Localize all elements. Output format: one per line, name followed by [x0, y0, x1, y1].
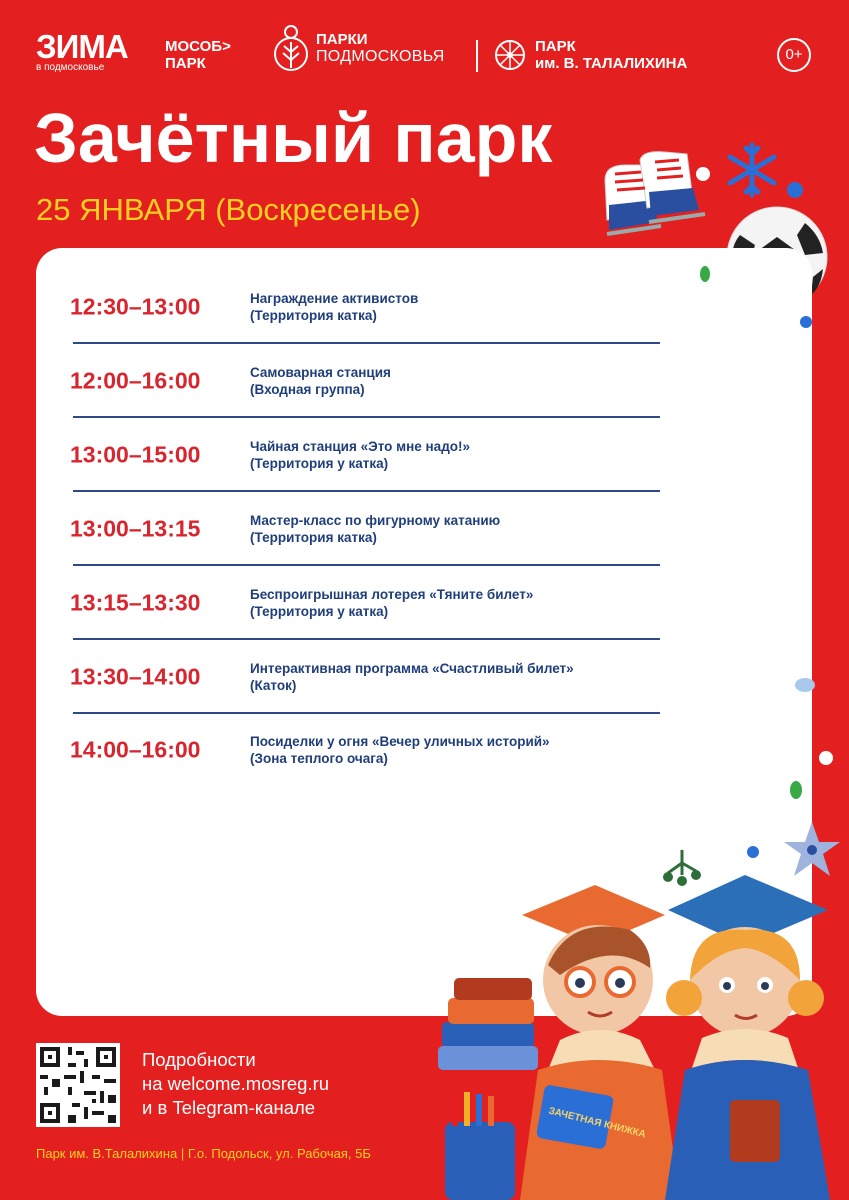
schedule-row: [70, 640, 660, 714]
mosobpark-logo-line2: ПАРК: [165, 55, 206, 72]
talal-logo-line1: ПАРК: [535, 38, 576, 55]
schedule-place: (Каток): [250, 678, 297, 693]
info-line-3: и в Telegram-канале: [142, 1097, 316, 1118]
schedule-event: Самоварная станция: [250, 365, 391, 380]
ferris-wheel-icon: [493, 38, 527, 72]
schedule-place: (Территория катка): [250, 308, 377, 323]
schedule-row: [70, 270, 660, 344]
schedule-time: 14:00–16:00: [70, 736, 201, 763]
schedule-place: (Входная группа): [250, 382, 365, 397]
zima-logo-subtitle: в подмосковье: [36, 62, 105, 73]
event-date: 25 ЯНВАРЯ (Воскресенье): [36, 192, 421, 227]
schedule-row: [70, 492, 660, 566]
parki-logo-line1: ПАРКИ: [316, 30, 368, 48]
talalikhin-park-logo: [493, 38, 687, 72]
mosobpark-logo-line1: МОСОБ>: [165, 38, 231, 55]
info-line-1: Подробности: [142, 1049, 256, 1070]
schedule-time: 12:00–16:00: [70, 367, 201, 394]
schedule-description: [250, 364, 391, 398]
schedule-event: Мастер-класс по фигурному катанию: [250, 513, 501, 528]
schedule-place: (Территория катка): [250, 530, 377, 545]
logo-divider: [476, 40, 478, 72]
schedule-row: [70, 713, 660, 787]
info-line-2[interactable]: на welcome.mosreg.ru: [142, 1073, 330, 1094]
qr-code-icon: [36, 1043, 120, 1127]
info-text: [142, 1048, 329, 1120]
parki-podmoskovya-logo: [272, 22, 445, 74]
schedule-place: (Территория у катка): [250, 456, 389, 471]
schedule-event: Чайная станция «Это мне надо!»: [250, 439, 471, 454]
schedule-description: [250, 438, 470, 472]
page-title: Зачётный парк: [34, 99, 553, 177]
schedule-row: [70, 418, 660, 492]
schedule-description: [250, 660, 574, 694]
schedule-time: 13:15–13:30: [70, 589, 201, 616]
schedule-place: (Зона теплого очага): [250, 751, 388, 766]
schedule-description: [250, 586, 533, 620]
schedule-event: Беспроигрышная лотерея «Тяните билет»: [250, 587, 534, 602]
schedule-description: [250, 290, 418, 324]
schedule-place: (Территория у катка): [250, 604, 389, 619]
schedule-description: [250, 512, 500, 546]
schedule-row: [70, 344, 660, 418]
schedule-event: Награждение активистов: [250, 291, 419, 306]
age-rating-badge: 0+: [777, 38, 811, 72]
book-label: ЗАЧЕТНАЯ КНИЖКА: [547, 1105, 647, 1141]
schedule-time: 12:30–13:00: [70, 293, 201, 320]
schedule-description: [250, 733, 550, 767]
footer-address: Парк им. В.Талалихина | Г.о. Подольск, ул. Рабочая, 5Б: [36, 1146, 371, 1161]
students-illustration: [430, 870, 849, 1200]
schedule-row: [70, 566, 660, 640]
leaf-icon: [272, 22, 310, 74]
mosobpark-logo: [165, 38, 231, 72]
schedule-time: 13:30–14:00: [70, 663, 201, 690]
qr-code[interactable]: [36, 1043, 120, 1127]
schedule-event: Посиделки у огня «Вечер уличных историй»: [250, 734, 550, 749]
schedule-time: 13:00–13:15: [70, 515, 201, 542]
parki-logo-line2: ПОДМОСКОВЬЯ: [316, 47, 445, 65]
schedule-event: Интерактивная программа «Счастливый билет»: [250, 661, 574, 676]
talal-logo-line2: им. В. ТАЛАЛИХИНА: [535, 55, 688, 72]
zima-logo-title: ЗИМА: [36, 28, 128, 65]
schedule-time: 13:00–15:00: [70, 441, 201, 468]
confetti-decoration: [690, 160, 849, 880]
zima-logo: [36, 28, 128, 74]
